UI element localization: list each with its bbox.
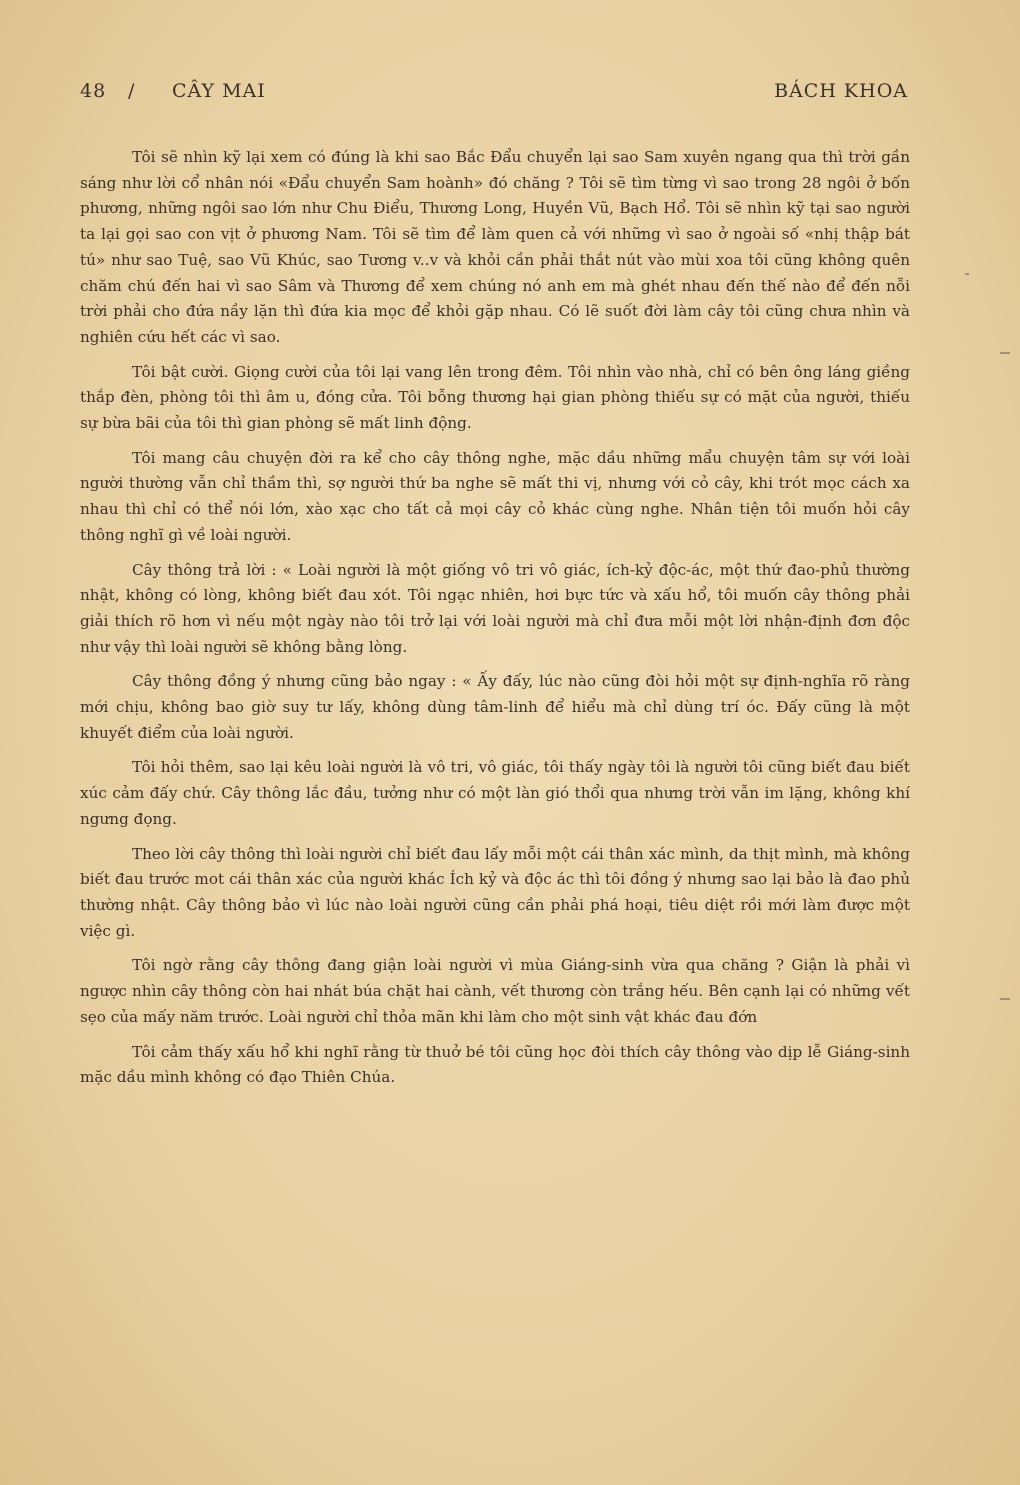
running-title: CÂY MAI	[172, 80, 266, 102]
paragraph: Tôi bật cười. Giọng cười của tôi lại vang lên trong đêm. Tôi nhìn vào nhà, chỉ có bên ông láng giềng thắp đèn, phòng tôi thì âm u, đóng cửa. Tôi bỗng thương hại gian phòng thiếu sự có mặt của người, thiếu sự bừa bãi của tôi thì gian phòng sẽ mất linh động.	[80, 362, 910, 433]
paragraph: Tôi mang câu chuyện đời ra kể cho cây thông nghe, mặc dầu những mẩu chuyện tâm sự với loài người thường vẫn chỉ thầm thì, sợ người thứ ba nghe sẽ mất thi vị, nhưng với cỏ cây, khi trót mọc cách xa nhau thì chỉ có thể nói lớn, xào xạc cho tất cả mọi cây cỏ khác cùng nghe. Nhân tiện tôi muốn hỏi cây thông nghĩ gì về loài người.	[80, 448, 910, 544]
paragraph: Tôi ngờ rằng cây thông đang giận loài người vì mùa Giáng-sinh vừa qua chăng ? Giận là phải vì ngược nhìn cây thông còn hai nhát búa chặt hai cành, vết thương còn trắng hếu. Bên cạnh lại có những vết sẹo của mấy năm trước. Loài người chỉ thỏa mãn khi làm cho một sinh vật khác đau đớn	[80, 956, 910, 1026]
paragraph: Cây thông đồng ý nhưng cũng bảo ngay : « Ấy đấy, lúc nào cũng đòi hỏi một sự định-nghĩa rõ ràng mới chịu, không bao giờ suy tư lấy, không dùng tâm-linh để hiểu mà chỉ dùng trí óc. Đấy cũng là một khuyết điểm của loài người.	[80, 672, 910, 742]
header-separator: /	[128, 80, 135, 102]
margin-mark	[965, 273, 969, 275]
page-number: 48	[80, 80, 107, 102]
paragraph: Tôi sẽ nhìn kỹ lại xem có đúng là khi sao Bắc Đẩu chuyển lại sao Sam xuyên ngang qua thì trời gần sáng như lời cổ nhân nói «Đẩu chuyển Sam hoành» đó chăng ? Tôi sẽ tìm từng vì sao trong 28 ngôi ở bốn phương, những ngôi sao lớn như Chu Điểu, Thương Long, Huyền Vũ, Bạch Hổ. Tôi sẽ nhìn kỹ tại sao người ta lại gọi sao con vịt ở phương Nam. Tôi sẽ tìm để làm quen cả với những vì sao ở ngoài số «nhị thập bát tú» như sao Tuệ, sao Vũ Khúc, sao Tương v..v và khỏi cần phải thắt nút vào mùi xoa tôi cũng không quên chăm chú đến hai vì sao Sâm và Thương để xem chúng nó anh em mà ghét nhau đến thế nào để đến nỗi trời phải cho đứa nầy lặn thì đứa kia mọc để khỏi gặp nhau. Có lẽ suốt đời làm cây tôi cũng chưa nhìn và nghiên cứu hết các vì sao.	[80, 148, 910, 346]
paragraph: Tôi cảm thấy xấu hổ khi nghĩ rằng từ thuở bé tôi cũng học đòi thích cây thông vào dịp lễ Giáng-sinh mặc dầu mình không có đạo Thiên Chúa.	[80, 1042, 910, 1087]
magazine-name: BÁCH KHOA	[774, 80, 908, 102]
margin-mark	[1000, 998, 1010, 1000]
article-body	[80, 145, 910, 1100]
margin-mark	[1000, 352, 1010, 354]
paragraph: Tôi hỏi thêm, sao lại kêu loài người là vô tri, vô giác, tôi thấy ngày tôi là người tôi cũng biết đau biết xúc cảm đấy chứ. Cây thông lắc đầu, tưởng như có một làn gió thổi qua nhưng trời vẫn im lặng, không khí ngưng đọng.	[80, 758, 910, 828]
paragraph: Cây thông trả lời : « Loài người là một giống vô tri vô giác, ích-kỷ độc-ác, một thứ đao-phủ thường nhật, không có lòng, không biết đau xót. Tôi ngạc nhiên, hơi bực tức và xấu hổ, tôi muốn cây thông phải giải thích rõ hơn vì nếu một ngày nào tôi trở lại với loài người mà chỉ đưa mỗi một lời nhận-định đơn độc như vậy thì loài người sẽ không bằng lòng.	[80, 560, 910, 656]
paragraph: Theo lời cây thông thì loài người chỉ biết đau lấy mỗi một cái thân xác mình, da thịt mình, mà không biết đau trước mot cái thân xác của người khác Ích kỷ và độc ác thì tôi đồng ý nhưng sao lại bảo là đao phủ thường nhật. Cây thông bảo vì lúc nào loài người cũng cần phải phá hoại, tiêu diệt rồi mới làm được một việc gì.	[80, 844, 910, 940]
page-header	[80, 80, 908, 110]
